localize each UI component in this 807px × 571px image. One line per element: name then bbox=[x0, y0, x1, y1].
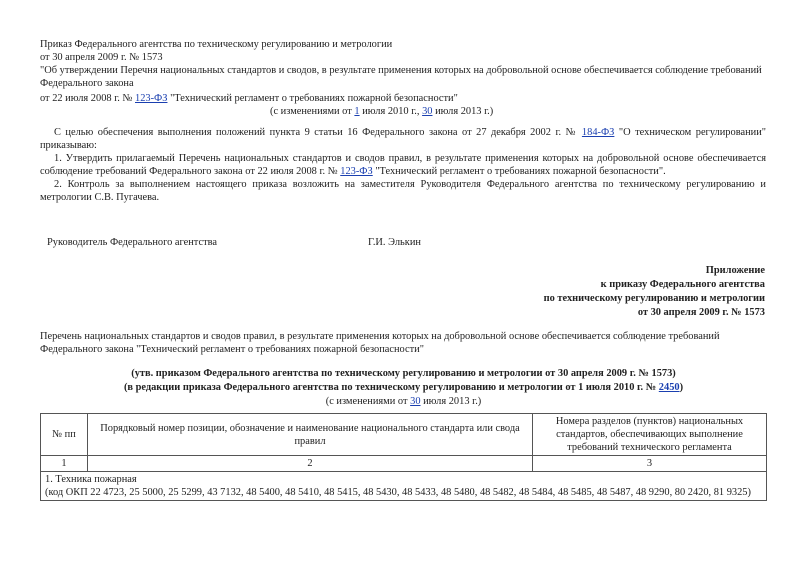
law-123fz-link-2[interactable]: 123-ФЗ bbox=[340, 166, 373, 177]
header-line-4 bbox=[40, 92, 458, 105]
list-changes bbox=[0, 395, 807, 408]
change-30-july-2013-link[interactable]: 30 bbox=[422, 106, 433, 117]
header-changes-post: июля 2013 г.) bbox=[432, 106, 494, 117]
header-line-4-post: "Технический регламент о требованиях пожарной безопасности" bbox=[167, 93, 458, 104]
section-title: 1. Техника пожарная bbox=[45, 474, 137, 485]
header-line-4-pre: от 22 июля 2008 г. № bbox=[40, 93, 135, 104]
column-number-2: 2 bbox=[88, 456, 533, 472]
order-2450-link[interactable]: 2450 bbox=[658, 382, 680, 393]
table-header-row bbox=[41, 414, 767, 456]
header-changes bbox=[270, 105, 493, 118]
paragraph-intro-pre: С целью обеспечения выполнения положений пункта 9 статьи 16 Федерального закона от 27 декабря 2002 г. № bbox=[54, 127, 582, 138]
list-changes-pre: (с изменениями от bbox=[325, 396, 411, 407]
paragraph-intro bbox=[40, 126, 766, 152]
header-cell-standard: Порядковый номер позиции, обозначение и наименование национального стандарта или свода правил bbox=[88, 414, 533, 456]
table-section-row bbox=[41, 472, 767, 501]
appendix-line-2: к приказу Федерального агентства bbox=[600, 279, 765, 290]
list-approved: (утв. приказом Федерального агентства по техническому регулированию и метрологии от 30 апреля 2009 г. № 1573) bbox=[131, 368, 676, 379]
appendix-line-1: Приложение bbox=[705, 265, 765, 276]
change-30-july-2013-link-2[interactable]: 30 bbox=[410, 396, 421, 407]
list-title: Перечень национальных стандартов и сводов правил, в результате применения которых на добровольной основе обеспечивается соблюдение требований Федерального закона "Технический регламент о требованиях пожарной безопасности" bbox=[40, 331, 720, 355]
list-changes-post: июля 2013 г.) bbox=[420, 396, 482, 407]
header-cell-sections: Номера разделов (пунктов) национальных стандартов, обеспечивающих выполнение требований технического регламента bbox=[533, 414, 767, 456]
paragraph-item-1 bbox=[40, 152, 766, 178]
change-1-july-2010-link[interactable]: 1 bbox=[354, 106, 360, 117]
list-edition-post: ) bbox=[679, 382, 684, 393]
paragraph-item-1-post: "Технический регламент о требованиях пожарной безопасности". bbox=[372, 166, 666, 177]
body-text bbox=[40, 126, 766, 204]
paragraph-item-2: 2. Контроль за выполнением настоящего приказа возложить на заместителя Руководителя Федерального агентства по техническому регулированию и метрологии С.В. Пугачева. bbox=[40, 179, 766, 203]
section-cell bbox=[41, 472, 767, 501]
paragraph-item-1-pre: 1. Утвердить прилагаемый Перечень национальных стандартов и сводов правил, в результате применения которых на добровольной основе обеспечивается соблюдение требований Федерального закона от 22 июля 2008 г. № bbox=[40, 153, 766, 177]
standards-table bbox=[40, 413, 767, 501]
header-line-3: "Об утверждении Перечня национальных стандартов и сводов, в результате применения которых на добровольной основе обеспечивается соблюдение требований Федерального закона bbox=[40, 65, 762, 89]
column-number-1: 1 bbox=[41, 456, 88, 472]
header-line-2: от 30 апреля 2009 г. № 1573 bbox=[40, 52, 163, 63]
paragraph-intro-post: "О техническом регулировании" приказываю: bbox=[40, 127, 766, 151]
list-edition bbox=[0, 381, 807, 394]
section-codes: (код ОКП 22 4723, 25 5000, 25 5299, 43 7132, 48 5400, 48 5410, 48 5415, 48 5430, 48 5433, 48 5480, 48 5482, 48 5484, 48 5485, 48 5487, 48 9290, 80 2420, 81 9325) bbox=[45, 487, 751, 498]
list-edition-pre: (в редакции приказа Федерального агентства по техническому регулированию и метрологии от 1 июля 2010 г. № bbox=[123, 382, 659, 393]
law-123fz-link[interactable]: 123-ФЗ bbox=[135, 93, 168, 104]
header-cell-number: № пп bbox=[41, 414, 88, 456]
appendix-line-4: от 30 апреля 2009 г. № 1573 bbox=[637, 307, 765, 318]
appendix-line-3: по техническому регулированию и метрологии bbox=[543, 293, 765, 304]
header-changes-mid: июля 2010 г., bbox=[359, 106, 423, 117]
signature-name: Г.И. Элькин bbox=[368, 237, 421, 248]
signature-role: Руководитель Федерального агентства bbox=[47, 237, 218, 248]
law-184fz-link[interactable]: 184-ФЗ bbox=[581, 127, 615, 138]
header-line-1: Приказ Федерального агентства по техническому регулированию и метрологии bbox=[40, 39, 393, 50]
column-number-3: 3 bbox=[533, 456, 767, 472]
header-changes-pre: (с изменениями от bbox=[270, 106, 355, 117]
table-numbering-row bbox=[41, 456, 767, 472]
